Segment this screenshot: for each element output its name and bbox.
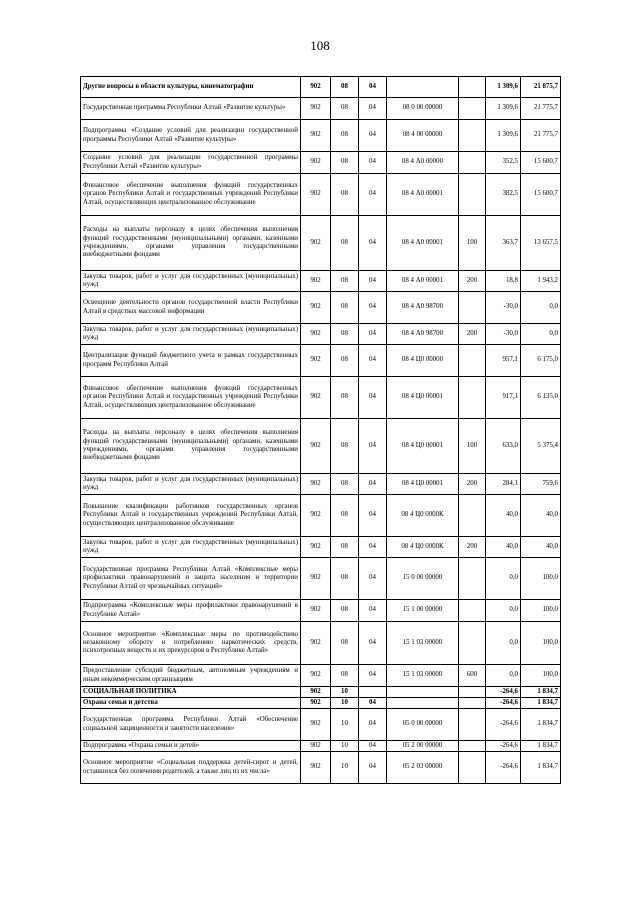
row-name: Подпрограмма «Создание условий для реализации государственной программы Республики Алтай «Развитие культуры» — [81, 120, 301, 152]
row-section-code: 08 — [331, 495, 359, 537]
row-subsection-code: 04 — [359, 665, 387, 687]
row-expense-type — [459, 77, 486, 98]
row-section-code: 08 — [331, 419, 359, 474]
row-subsection-code: 04 — [359, 537, 387, 558]
budget-table-body — [81, 77, 561, 784]
row-total-amount: 1 834,7 — [521, 709, 561, 741]
row-target-code: 08 0 00 00000 — [387, 98, 459, 120]
row-expense-type: 600 — [459, 665, 486, 687]
row-expense-type — [459, 174, 486, 216]
row-total-amount: 100,0 — [521, 600, 561, 622]
row-total-amount: 13 657,5 — [521, 216, 561, 271]
row-target-code: 08 4 А0 98700 — [387, 324, 459, 345]
row-change-amount: 363,7 — [486, 216, 521, 271]
row-total-amount: 6 135,0 — [521, 377, 561, 419]
row-section-code: 08 — [331, 377, 359, 419]
table-row — [81, 292, 561, 324]
row-section-code: 08 — [331, 324, 359, 345]
table-row — [81, 687, 561, 698]
row-subsection-code: 04 — [359, 377, 387, 419]
row-total-amount: 0,0 — [521, 292, 561, 324]
row-expense-type — [459, 377, 486, 419]
row-ministry-code: 902 — [301, 600, 331, 622]
row-name: Финансовое обеспечение выполнения функций государственных органов Республики Алтай и государственных учреждений Республики Алтай, осуществляющих централизованное обслуживание — [81, 377, 301, 419]
row-expense-type — [459, 752, 486, 784]
row-total-amount: 1 834,7 — [521, 687, 561, 698]
table-row — [81, 665, 561, 687]
table-row — [81, 345, 561, 377]
row-target-code: 08 4 А0 00000 — [387, 152, 459, 174]
row-change-amount: 0,0 — [486, 622, 521, 665]
row-target-code: 08 4 Ц0 00001 — [387, 419, 459, 474]
row-subsection-code: 04 — [359, 752, 387, 784]
row-section-code: 10 — [331, 741, 359, 752]
row-change-amount: 917,1 — [486, 377, 521, 419]
row-change-amount: 957,1 — [486, 345, 521, 377]
row-total-amount: 21 875,7 — [521, 77, 561, 98]
row-total-amount: 21 775,7 — [521, 98, 561, 120]
table-row — [81, 98, 561, 120]
table-row — [81, 216, 561, 271]
row-expense-type: 100 — [459, 419, 486, 474]
table-row — [81, 120, 561, 152]
row-ministry-code: 902 — [301, 622, 331, 665]
row-change-amount: -30,0 — [486, 324, 521, 345]
row-target-code: 08 4 А0 00001 — [387, 216, 459, 271]
row-subsection-code: 04 — [359, 120, 387, 152]
row-name: Повышение квалификации работников государственных органов Республики Алтай и государственных учреждений Республики Алтай, осуществляющих централизованное обслуживание — [81, 495, 301, 537]
row-subsection-code: 04 — [359, 292, 387, 324]
row-total-amount: 100,0 — [521, 665, 561, 687]
row-section-code: 08 — [331, 271, 359, 292]
row-name: Другие вопросы в области культуры, кинематографии — [81, 77, 301, 98]
row-ministry-code: 902 — [301, 709, 331, 741]
row-section-code: 08 — [331, 474, 359, 495]
row-total-amount: 1 834,7 — [521, 698, 561, 709]
row-target-code — [387, 698, 459, 709]
row-target-code: 08 4 Ц0 0000К — [387, 495, 459, 537]
row-ministry-code: 902 — [301, 292, 331, 324]
row-subsection-code: 04 — [359, 271, 387, 292]
row-subsection-code — [359, 687, 387, 698]
row-section-code: 08 — [331, 558, 359, 600]
row-name: Финансовое обеспечение выполнения функций государственных органов Республики Алтай и государственных учреждений Республики Алтай, осуществляющих централизованное обслуживание — [81, 174, 301, 216]
row-subsection-code: 04 — [359, 474, 387, 495]
row-ministry-code: 902 — [301, 271, 331, 292]
row-name: Охрана семьи и детства — [81, 698, 301, 709]
row-ministry-code: 902 — [301, 120, 331, 152]
row-change-amount: -264,6 — [486, 698, 521, 709]
row-ministry-code: 902 — [301, 98, 331, 120]
table-row — [81, 377, 561, 419]
row-section-code: 08 — [331, 600, 359, 622]
row-name: Централизация функций бюджетного учета в рамках государственных программ Республики Алтай — [81, 345, 301, 377]
row-target-code: 08 4 Ц0 00001 — [387, 377, 459, 419]
row-ministry-code: 902 — [301, 419, 331, 474]
row-target-code: 05 0 00 00000 — [387, 709, 459, 741]
row-name: Закупка товаров, работ и услуг для государственных (муниципальных) нужд — [81, 271, 301, 292]
row-expense-type: 100 — [459, 216, 486, 271]
row-name: Основное мероприятие «Социальная поддержка детей-сирот и детей, оставшихся без попечения родителей, а также лиц из их числа» — [81, 752, 301, 784]
row-target-code: 08 4 А0 00001 — [387, 174, 459, 216]
row-subsection-code: 04 — [359, 152, 387, 174]
row-name: Предоставление субсидий бюджетным, автономным учреждениям и иным некоммерческим организациям — [81, 665, 301, 687]
row-section-code: 10 — [331, 687, 359, 698]
row-change-amount: -264,6 — [486, 687, 521, 698]
row-name: Закупка товаров, работ и услуг для государственных (муниципальных) нужд — [81, 474, 301, 495]
row-subsection-code: 04 — [359, 495, 387, 537]
row-target-code: 08 4 Ц0 0000К — [387, 537, 459, 558]
row-section-code: 08 — [331, 665, 359, 687]
row-ministry-code: 902 — [301, 377, 331, 419]
row-name: Освещение деятельности органов государственной власти Республики Алтай в средствах массовой информации — [81, 292, 301, 324]
row-change-amount: 633,0 — [486, 419, 521, 474]
row-name: Подпрограмма «Комплексные меры профилактики правонарушений в Республике Алтай» — [81, 600, 301, 622]
row-target-code: 08 4 А0 98700 — [387, 292, 459, 324]
table-row — [81, 600, 561, 622]
row-expense-type — [459, 687, 486, 698]
row-expense-type — [459, 558, 486, 600]
row-name: Закупка товаров, работ и услуг для государственных (муниципальных) нужд — [81, 324, 301, 345]
row-expense-type — [459, 152, 486, 174]
row-change-amount: 1 309,6 — [486, 98, 521, 120]
table-row — [81, 174, 561, 216]
row-target-code: 05 2 00 00000 — [387, 741, 459, 752]
row-expense-type: 200 — [459, 537, 486, 558]
row-target-code: 08 4 00 00000 — [387, 120, 459, 152]
row-name: Государственная программа Республики Алтай «Обеспечение социальной защищенности и занятости населения» — [81, 709, 301, 741]
row-target-code: 08 4 А0 00001 — [387, 271, 459, 292]
row-section-code: 08 — [331, 77, 359, 98]
row-subsection-code: 04 — [359, 741, 387, 752]
row-subsection-code: 04 — [359, 98, 387, 120]
table-row — [81, 152, 561, 174]
row-ministry-code: 902 — [301, 152, 331, 174]
row-ministry-code: 902 — [301, 174, 331, 216]
row-name: Расходы на выплаты персоналу в целях обеспечения выполнения функций государственными (муниципальными) органами, казенными учреждениями, органами управления государственными внебюджетными фондами — [81, 216, 301, 271]
row-target-code: 08 4 Ц0 00001 — [387, 474, 459, 495]
row-expense-type — [459, 345, 486, 377]
table-row — [81, 709, 561, 741]
row-total-amount: 1 834,7 — [521, 741, 561, 752]
row-name: Подпрограмма «Охрана семьи и детей» — [81, 741, 301, 752]
row-subsection-code: 04 — [359, 345, 387, 377]
row-ministry-code: 902 — [301, 741, 331, 752]
row-total-amount: 1 943,2 — [521, 271, 561, 292]
row-total-amount: 21 775,7 — [521, 120, 561, 152]
table-row — [81, 558, 561, 600]
row-subsection-code: 04 — [359, 174, 387, 216]
row-section-code: 10 — [331, 752, 359, 784]
row-ministry-code: 902 — [301, 495, 331, 537]
row-change-amount: -264,6 — [486, 752, 521, 784]
row-expense-type: 200 — [459, 324, 486, 345]
row-change-amount: 382,5 — [486, 174, 521, 216]
row-name: Государственная программа Республики Алтай «Развитие культуры» — [81, 98, 301, 120]
table-row — [81, 474, 561, 495]
row-name: Основное мероприятие «Комплексные меры по противодействию незаконному обороту и потреблению наркотических средств, психотропных веществ и их прекурсоров в Республике Алтай» — [81, 622, 301, 665]
row-expense-type — [459, 98, 486, 120]
table-row — [81, 537, 561, 558]
row-ministry-code: 902 — [301, 665, 331, 687]
row-subsection-code: 04 — [359, 419, 387, 474]
row-ministry-code: 902 — [301, 687, 331, 698]
row-expense-type — [459, 495, 486, 537]
row-target-code: 15 0 00 00000 — [387, 558, 459, 600]
row-total-amount: 15 600,7 — [521, 152, 561, 174]
row-change-amount: 352,5 — [486, 152, 521, 174]
row-name: СОЦИАЛЬНАЯ ПОЛИТИКА — [81, 687, 301, 698]
row-section-code: 08 — [331, 622, 359, 665]
row-name: Расходы на выплаты персоналу в целях обеспечения выполнения функций государственными (муниципальными) органами, казенными учреждениями, органами управления государственными внебюджетными фондами — [81, 419, 301, 474]
row-expense-type — [459, 292, 486, 324]
row-total-amount: 15 600,7 — [521, 174, 561, 216]
table-row — [81, 419, 561, 474]
row-change-amount: 1 309,6 — [486, 120, 521, 152]
row-target-code — [387, 687, 459, 698]
row-ministry-code: 902 — [301, 752, 331, 784]
row-change-amount: -30,0 — [486, 292, 521, 324]
row-change-amount: 18,8 — [486, 271, 521, 292]
row-target-code: 15 1 03 00000 — [387, 665, 459, 687]
row-subsection-code: 04 — [359, 698, 387, 709]
row-expense-type: 200 — [459, 474, 486, 495]
row-expense-type — [459, 741, 486, 752]
row-expense-type — [459, 120, 486, 152]
row-change-amount: -264,6 — [486, 741, 521, 752]
row-target-code: 15 1 00 00000 — [387, 600, 459, 622]
table-row — [81, 698, 561, 709]
row-total-amount: 1 834,7 — [521, 752, 561, 784]
row-name: Создание условий для реализации государственной программы Республики Алтай «Развитие культуры» — [81, 152, 301, 174]
row-total-amount: 0,0 — [521, 324, 561, 345]
row-subsection-code: 04 — [359, 216, 387, 271]
row-change-amount: -264,6 — [486, 709, 521, 741]
row-target-code: 05 2 03 00000 — [387, 752, 459, 784]
row-ministry-code: 902 — [301, 345, 331, 377]
row-section-code: 08 — [331, 152, 359, 174]
table-row — [81, 741, 561, 752]
row-section-code: 10 — [331, 698, 359, 709]
table-row — [81, 77, 561, 98]
row-ministry-code: 902 — [301, 474, 331, 495]
row-section-code: 08 — [331, 98, 359, 120]
row-subsection-code: 04 — [359, 558, 387, 600]
row-section-code: 08 — [331, 537, 359, 558]
row-total-amount: 40,0 — [521, 537, 561, 558]
row-ministry-code: 902 — [301, 698, 331, 709]
row-section-code: 08 — [331, 120, 359, 152]
row-ministry-code: 902 — [301, 537, 331, 558]
row-total-amount: 100,0 — [521, 622, 561, 665]
row-ministry-code: 902 — [301, 216, 331, 271]
row-ministry-code: 902 — [301, 77, 331, 98]
table-row — [81, 271, 561, 292]
row-change-amount: 40,0 — [486, 537, 521, 558]
row-total-amount: 5 375,4 — [521, 419, 561, 474]
row-section-code: 10 — [331, 709, 359, 741]
row-subsection-code: 04 — [359, 709, 387, 741]
row-change-amount: 0,0 — [486, 558, 521, 600]
row-subsection-code: 04 — [359, 622, 387, 665]
row-subsection-code: 04 — [359, 324, 387, 345]
row-change-amount: 0,0 — [486, 665, 521, 687]
row-section-code: 08 — [331, 345, 359, 377]
row-name: Государственная программа Республики Алтай «Комплексные меры профилактики правонарушений и защита населения и территории Республики Алтай от чрезвычайных ситуаций» — [81, 558, 301, 600]
table-row — [81, 324, 561, 345]
row-expense-type — [459, 600, 486, 622]
budget-table — [80, 76, 561, 784]
row-expense-type — [459, 709, 486, 741]
row-expense-type — [459, 698, 486, 709]
row-subsection-code: 04 — [359, 600, 387, 622]
row-name: Закупка товаров, работ и услуг для государственных (муниципальных) нужд — [81, 537, 301, 558]
row-total-amount: 100,0 — [521, 558, 561, 600]
table-row — [81, 622, 561, 665]
row-total-amount: 759,6 — [521, 474, 561, 495]
row-change-amount: 0,0 — [486, 600, 521, 622]
row-target-code — [387, 77, 459, 98]
row-ministry-code: 902 — [301, 324, 331, 345]
row-target-code: 08 4 Ц0 00000 — [387, 345, 459, 377]
row-section-code: 08 — [331, 216, 359, 271]
row-total-amount: 6 175,0 — [521, 345, 561, 377]
page-number: 108 — [310, 38, 330, 53]
table-row — [81, 495, 561, 537]
row-change-amount: 1 309,6 — [486, 77, 521, 98]
row-change-amount: 40,0 — [486, 495, 521, 537]
row-subsection-code: 04 — [359, 77, 387, 98]
row-change-amount: 284,1 — [486, 474, 521, 495]
row-section-code: 08 — [331, 292, 359, 324]
row-expense-type: 200 — [459, 271, 486, 292]
row-section-code: 08 — [331, 174, 359, 216]
row-expense-type — [459, 622, 486, 665]
row-target-code: 15 1 03 00000 — [387, 622, 459, 665]
row-total-amount: 40,0 — [521, 495, 561, 537]
table-row — [81, 752, 561, 784]
row-ministry-code: 902 — [301, 558, 331, 600]
